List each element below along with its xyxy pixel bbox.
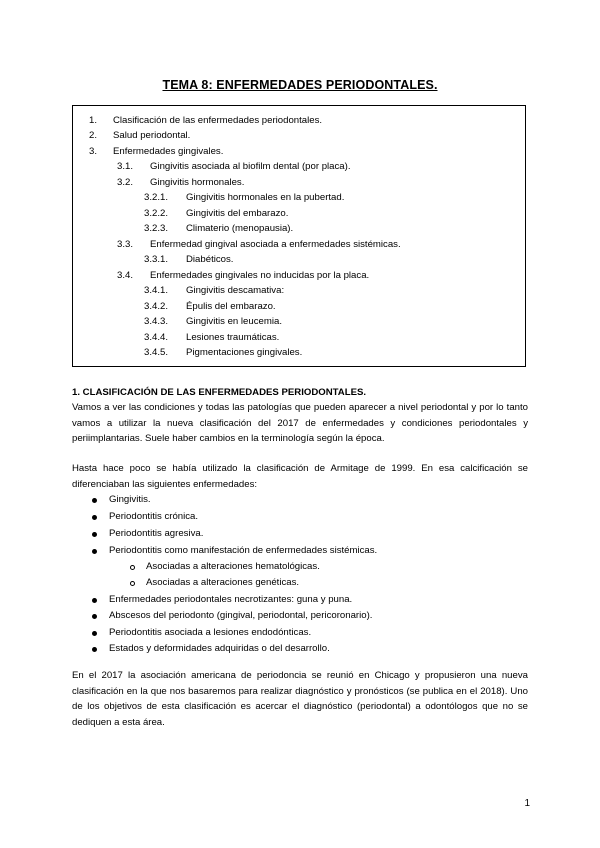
toc-item-text: Gingivitis en leucemia.: [186, 316, 282, 327]
toc-item: [89, 130, 191, 142]
table-of-contents: [72, 105, 526, 367]
toc-item-number: 3.4.: [117, 270, 134, 281]
toc-item-text: Enfermedades gingivales.: [113, 146, 224, 157]
toc-item-text: Salud periodontal.: [113, 130, 191, 141]
list-item-text: Asociadas a alteraciones genéticas.: [146, 577, 300, 588]
toc-item: [144, 254, 234, 266]
toc-item-text: Diabéticos.: [186, 254, 234, 265]
toc-item-number: 3.4.2.: [144, 301, 169, 312]
toc-item: [89, 115, 323, 127]
bullet-icon: [92, 532, 97, 537]
toc-item-text: Enfermedad gingival asociada a enfermedades sistémicas.: [150, 239, 401, 250]
toc-item: [144, 316, 282, 328]
paragraph: Vamos a ver las condiciones y todas las patologías que pueden aparecer a nivel periodontal y por lo tanto vamos a utilizar la nueva clasificación del 2017 de enfermedades y condiciones periodontales y periimplantarias. Suele haber cambios en la terminología según la época.: [72, 402, 528, 444]
page-number: 1: [524, 798, 530, 809]
toc-item-text: Gingivitis del embarazo.: [186, 208, 289, 219]
toc-item: [117, 177, 245, 189]
bullet-icon: [92, 598, 97, 603]
bullet-icon: [92, 614, 97, 619]
toc-item: [144, 192, 345, 204]
toc-item: [144, 332, 280, 344]
list-item-text: Asociadas a alteraciones hematológicas.: [146, 561, 320, 572]
toc-item-number: 3.4.5.: [144, 347, 169, 358]
list-item-text: Periodontitis agresiva.: [109, 528, 204, 539]
section-heading: 1. CLASIFICACIÓN DE LAS ENFERMEDADES PERIODONTALES.: [72, 387, 367, 398]
list-item-text: Estados y deformidades adquiridas o del desarrollo.: [109, 643, 330, 654]
list-item-text: Gingivitis.: [109, 494, 151, 505]
paragraph: Hasta hace poco se había utilizado la clasificación de Armitage de 1999. En esa calcificación se diferenciaban las siguientes enfermedades:: [72, 463, 528, 490]
toc-item-text: Pigmentaciones gingivales.: [186, 347, 303, 358]
circle-bullet-icon: [130, 565, 135, 570]
toc-item-text: Lesiones traumáticas.: [186, 332, 280, 343]
toc-item: [117, 239, 401, 251]
toc-item-text: Clasificación de las enfermedades periodontales.: [113, 115, 323, 126]
toc-item-text: Gingivitis descamativa:: [186, 285, 285, 296]
toc-item: [144, 285, 285, 297]
toc-item-text: Climaterio (menopausia).: [186, 223, 294, 234]
toc-item-number: 3.3.1.: [144, 254, 169, 265]
toc-item-text: Gingivitis hormonales.: [150, 177, 245, 188]
toc-item: [144, 301, 276, 313]
toc-item: [144, 347, 303, 359]
list-item-text: Periodontitis asociada a lesiones endodónticas.: [109, 627, 312, 638]
toc-item-text: Enfermedades gingivales no inducidas por la placa.: [150, 270, 370, 281]
toc-item: [89, 146, 224, 158]
toc-item-number: 3.2.2.: [144, 208, 169, 219]
toc-item-number: 3.: [89, 146, 98, 157]
toc-item: [144, 223, 294, 235]
list-item-text: Periodontitis crónica.: [109, 511, 199, 522]
circle-bullet-icon: [130, 581, 135, 586]
list-item-text: Enfermedades periodontales necrotizantes: guna y puna.: [109, 594, 353, 605]
toc-item-number: 3.1.: [117, 161, 134, 172]
toc-item-number: 3.2.3.: [144, 223, 169, 234]
toc-item-number: 3.3.: [117, 239, 134, 250]
bullet-icon: [92, 515, 97, 520]
paragraph: En el 2017 la asociación americana de periodoncia se reunió en Chicago y propusieron una nueva clasificación en la que nos basaremos para realizar diagnóstico y pronósticos (se publica en el 2018). Uno de los objetivos de esta clasificación es acercar el diagnóstico (periodontal) a odontólogos que no se dediquen a esta área.: [72, 670, 528, 728]
toc-item-number: 3.2.1.: [144, 192, 169, 203]
toc-item-number: 3.4.3.: [144, 316, 169, 327]
toc-item-number: 3.2.: [117, 177, 134, 188]
toc-item: [117, 270, 370, 282]
toc-item-number: 2.: [89, 130, 98, 141]
list-item-text: Periodontitis como manifestación de enfermedades sistémicas.: [109, 545, 378, 556]
toc-item-text: Gingivitis hormonales en la pubertad.: [186, 192, 345, 203]
toc-item-text: Épulis del embarazo.: [186, 301, 276, 312]
toc-item-text: Gingivitis asociada al biofilm dental (por placa).: [150, 161, 351, 172]
toc-item: [144, 208, 289, 220]
bullet-icon: [92, 631, 97, 636]
bullet-icon: [92, 647, 97, 652]
list-item-text: Abscesos del periodonto (gingival, periodontal, pericoronario).: [109, 610, 373, 621]
bullet-icon: [92, 498, 97, 503]
bullet-icon: [92, 549, 97, 554]
document-title: TEMA 8: ENFERMEDADES PERIODONTALES.: [162, 78, 438, 92]
toc-item-number: 1.: [89, 115, 98, 126]
toc-item-number: 3.4.4.: [144, 332, 169, 343]
toc-item: [117, 161, 351, 173]
toc-item-number: 3.4.1.: [144, 285, 169, 296]
